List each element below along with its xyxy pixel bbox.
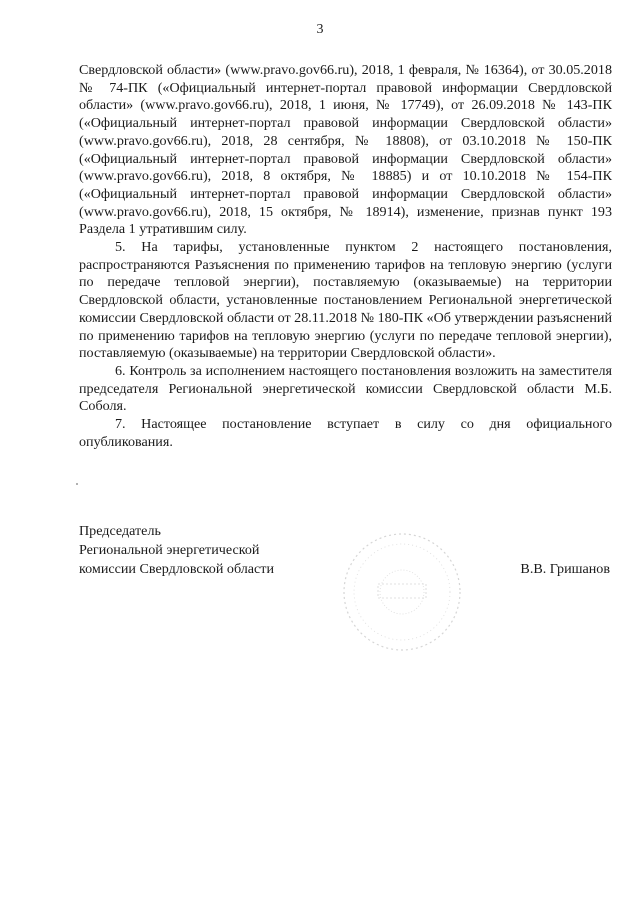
signature-position-line: Председатель bbox=[79, 523, 161, 539]
signature-position-line: комиссии Свердловской области bbox=[79, 561, 275, 577]
paragraph-5: 5. На тарифы, установленные пунктом 2 настоящего постановления, распространяются Разъяснения по применению тарифов на тепловую энергию (услуги по передаче тепловой энергии), поставляемую (оказываемые) на территории Свердловской области, установленные постановлением Региональной энергетической комиссии Свердловской области от 28.11.2018 № 180-ПК «Об утверждении разъяснений по применению тарифов на тепловую энергию (услуги по передаче тепловой энергии), поставляемую (оказываемые) на территории Свердловской области». bbox=[79, 239, 612, 362]
paragraph-6: 6. Контроль за исполнением настоящего постановления возложить на заместителя председателя Региональной энергетической комиссии Свердловской области М.Б. Соболя. bbox=[79, 362, 612, 415]
signature-position bbox=[79, 522, 274, 579]
page-number: 3 bbox=[316, 22, 324, 37]
paragraph-continuation: Свердловской области» (www.pravo.gov66.ru), 2018, 1 февраля, № 16364), от 30.05.2018 № 74-ПК («Официальный интернет-портал правовой информации Свердловской области» (www.pravo.gov66.ru), 2018, 1 июня, № 17749), от 26.09.2018 № 143-ПК («Официальный интернет-портал правовой информации Свердловской области» (www.pravo.gov66.ru), 2018, 28 сентября, № 18808), от 03.10.2018 № 150-ПК («Официальный интернет-портал правовой информации Свердловской области» (www.pravo.gov66.ru), 2018, 8 октября, № 18885) и от 10.10.2018 № 154-ПК («Официальный интернет-портал правовой информации Свердловской области» (www.pravo.gov66.ru), 2018, 15 октября, № 18914), изменение, признав пункт 193 Раздела 1 утратившим силу. bbox=[79, 62, 612, 238]
official-seal-stamp bbox=[338, 528, 466, 656]
document-body bbox=[79, 62, 612, 451]
signer-name: В.В. Гришанов bbox=[520, 561, 610, 577]
paragraph-7: 7. Настоящее постановление вступает в силу со дня официального опубликования. bbox=[79, 416, 612, 450]
signature-position-line: Региональной энергетической bbox=[79, 542, 260, 558]
scan-speck bbox=[76, 483, 78, 485]
